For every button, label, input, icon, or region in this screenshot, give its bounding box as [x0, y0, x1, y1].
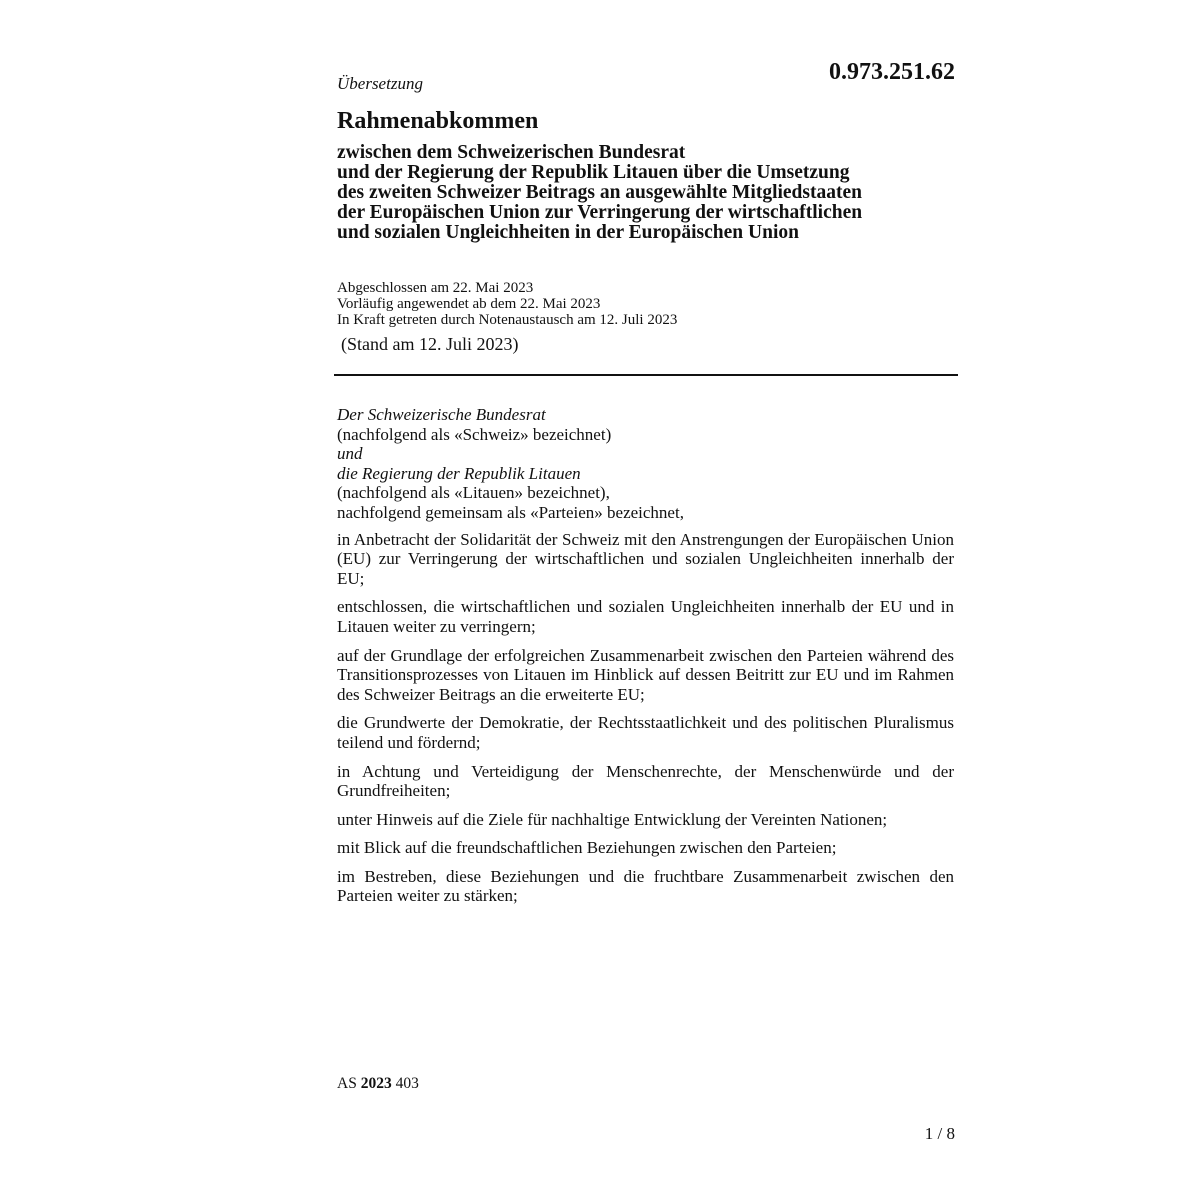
parties-conjunction: und	[337, 444, 363, 464]
parties-joint-note: nachfolgend gemeinsam als «Parteien» bezeichnet,	[337, 502, 684, 522]
header-divider	[334, 374, 958, 376]
as-year: 2023	[360, 1075, 392, 1092]
subtitle-line: des zweiten Schweizer Beitrags an ausgewählte Mitgliedstaaten	[337, 182, 862, 203]
as-prefix: AS	[337, 1075, 357, 1092]
recital: unter Hinweis auf die Ziele für nachhaltige Entwicklung der Vereinten Nationen;	[337, 809, 888, 829]
subtitle-line: und der Regierung der Republik Litauen über die Umsetzung	[337, 162, 850, 183]
recital: in Achtung und Verteidigung der Menschenrechte, der Menschenwürde und der Grundfreiheiten;	[337, 761, 954, 801]
document-title: Rahmenabkommen	[337, 108, 539, 134]
recital: entschlossen, die wirtschaftlichen und sozialen Ungleichheiten innerhalb der EU und in Litauen weiter zu verringern;	[337, 597, 954, 636]
official-compilation-reference	[337, 1075, 419, 1093]
recital: auf der Grundlage der erfolgreichen Zusammenarbeit zwischen den Parteien während des Transitionsprozesses von Litauen im Hinblick auf dessen Beitritt zur EU und im Rahmen des Schweizer Beitrags an die erweiterte EU;	[337, 645, 954, 704]
subtitle-line: und sozialen Ungleichheiten in der Europäischen Union	[337, 222, 799, 243]
recital: die Grundwerte der Demokratie, der Rechtsstaatlichkeit und des politischen Pluralismus teilend und fördernd;	[337, 713, 954, 752]
sr-number: 0.973.251.62	[829, 59, 955, 85]
status-date: (Stand am 12. Juli 2023)	[341, 334, 519, 354]
page-number: 1 / 8	[924, 1124, 955, 1143]
party-switzerland: Der Schweizerische Bundesrat	[337, 405, 546, 424]
entry-into-force-date: In Kraft getreten durch Notenaustausch am 12. Juli 2023	[337, 312, 678, 328]
subtitle-line: der Europäischen Union zur Verringerung der wirtschaftlichen	[337, 202, 863, 223]
recital: mit Blick auf die freundschaftlichen Beziehungen zwischen den Parteien;	[337, 838, 837, 858]
provisional-application-date: Vorläufig angewendet ab dem 22. Mai 2023	[337, 296, 601, 312]
preamble	[337, 405, 954, 906]
subtitle-line: zwischen dem Schweizerischen Bundesrat	[337, 142, 686, 163]
document-subtitle	[337, 143, 957, 243]
concluded-date: Abgeschlossen am 22. Mai 2023	[337, 280, 534, 296]
document-metadata	[337, 280, 677, 328]
translation-label: Übersetzung	[337, 74, 423, 93]
recital: im Bestreben, diese Beziehungen und die fruchtbare Zusammenarbeit zwischen den Parteien weiter zu stärken;	[337, 866, 954, 906]
parties-block	[337, 405, 954, 523]
party-lithuania: die Regierung der Republik Litauen	[337, 463, 581, 483]
party-lithuania-note: (nachfolgend als «Litauen» bezeichnet),	[337, 483, 610, 503]
as-page: 403	[395, 1075, 419, 1092]
recital: in Anbetracht der Solidarität der Schweiz mit den Anstrengungen der Europäischen Union (EU) zur Verringerung der wirtschaftlichen und sozialen Ungleichheiten innerhalb der EU;	[337, 529, 954, 588]
party-switzerland-note: (nachfolgend als «Schweiz» bezeichnet)	[337, 424, 612, 444]
